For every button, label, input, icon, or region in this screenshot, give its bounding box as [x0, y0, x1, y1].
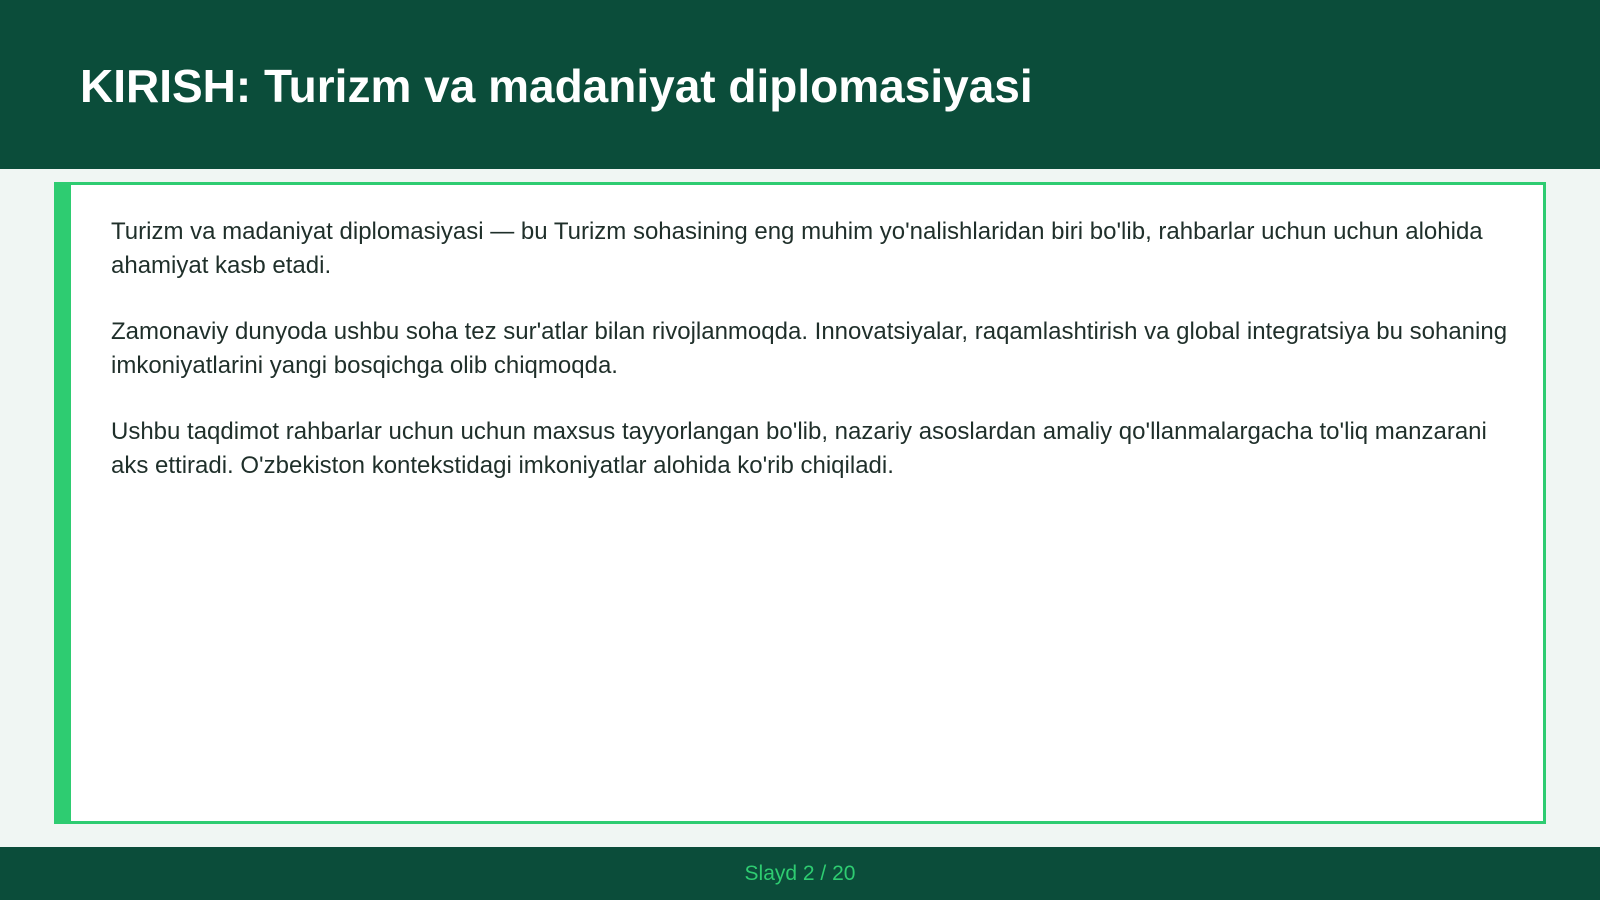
intro-paragraph-3: Ushbu taqdimot rahbarlar uchun uchun maxsus tayyorlangan bo'lib, nazariy asoslardan amaliy qo'llanmalargacha to'liq manzarani aks ettiradi. O'zbekiston kontekstidagi imkoniyatlar alohida ko'rib chiqiladi. [111, 418, 1487, 479]
intro-paragraph-2: Zamonaviy dunyoda ushbu soha tez sur'atlar bilan rivojlanmoqda. Innovatsiyalar, raqamlashtirish va global integratsiya bu sohaning imkoniyatlarini yangi bosqichga olib chiqmoqda. [111, 318, 1508, 379]
intro-paragraph-1: Turizm va madaniyat diplomasiyasi — bu Turizm sohasining eng muhim yo'nalishlaridan biri bo'lib, rahbarlar uchun uchun alohida ahamiyat kasb etadi. [111, 218, 1483, 279]
content-card [54, 182, 1546, 824]
slide-header [0, 0, 1600, 169]
slide-counter: Slayd 2 / 20 [744, 862, 856, 885]
slide-footer [0, 847, 1600, 900]
slide-title: KIRISH: Turizm va madaniyat diplomasiyasi [80, 60, 1033, 112]
